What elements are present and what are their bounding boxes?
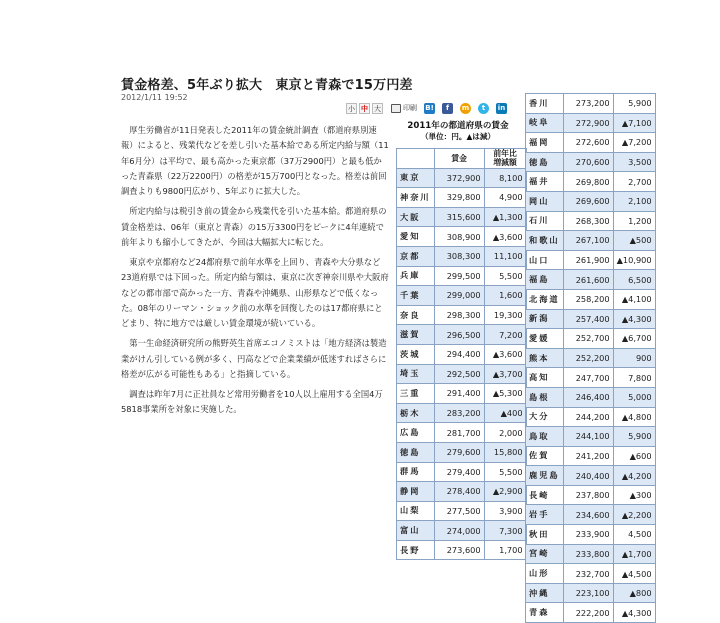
change-cell: ▲1,300 xyxy=(484,207,526,227)
prefecture-cell: 長野 xyxy=(397,540,435,560)
wage-table-right xyxy=(525,93,656,623)
table-row xyxy=(397,168,527,188)
article-paragraph: 調査は昨年7月に正社員など常用労働者を10人以上雇用する全国4万5818事業所を対象に実施した。 xyxy=(121,388,383,415)
change-cell: 7,300 xyxy=(484,521,526,541)
prefecture-cell: 徳島 xyxy=(397,442,435,462)
table-row xyxy=(397,305,527,325)
change-cell: 5,000 xyxy=(613,387,655,407)
change-cell: ▲4,800 xyxy=(613,407,655,427)
prefecture-cell: 熊本 xyxy=(526,348,564,368)
change-cell: ▲4,300 xyxy=(613,603,655,623)
change-cell: ▲6,700 xyxy=(613,329,655,349)
prefecture-cell: 福岡 xyxy=(526,133,564,153)
wage-table-left xyxy=(396,148,527,560)
wage-cell: 252,200 xyxy=(563,348,613,368)
prefecture-cell: 愛媛 xyxy=(526,329,564,349)
table-row xyxy=(397,521,527,541)
change-cell: ▲800 xyxy=(613,583,655,603)
wage-cell: 296,500 xyxy=(434,325,484,345)
wage-cell: 267,100 xyxy=(563,231,613,251)
font-size-small-button[interactable]: 小 xyxy=(348,104,355,113)
wage-cell: 234,600 xyxy=(563,505,613,525)
prefecture-cell: 山口 xyxy=(526,250,564,270)
prefecture-cell: 栃木 xyxy=(397,403,435,423)
table-row xyxy=(526,427,656,447)
wage-cell: 274,000 xyxy=(434,521,484,541)
prefecture-cell: 三重 xyxy=(397,384,435,404)
wage-cell: 269,600 xyxy=(563,191,613,211)
table-row xyxy=(526,583,656,603)
table-row xyxy=(526,446,656,466)
change-cell: ▲4,200 xyxy=(613,466,655,486)
table-title: 2011年の都道府県の賃金 xyxy=(407,121,509,131)
table-row xyxy=(526,191,656,211)
facebook-icon[interactable]: f xyxy=(442,103,453,114)
article-body xyxy=(121,123,389,422)
wage-cell: 233,900 xyxy=(563,525,613,545)
prefecture-cell: 群馬 xyxy=(397,462,435,482)
change-cell: 2,100 xyxy=(613,191,655,211)
wage-cell: 291,400 xyxy=(434,384,484,404)
article-paragraph: 第一生命経済研究所の熊野英生首席エコノミストは「地方経済は製造業がけん引している例が多く、円高などで企業業績が低迷すればさらに格差が広がる可能性もある」と指摘している。 xyxy=(121,338,387,379)
wage-cell: 272,600 xyxy=(563,133,613,153)
wage-cell: 258,200 xyxy=(563,289,613,309)
wage-cell: 299,500 xyxy=(434,266,484,286)
wage-cell: 223,100 xyxy=(563,583,613,603)
wage-cell: 222,200 xyxy=(563,603,613,623)
change-cell: 7,800 xyxy=(613,368,655,388)
change-cell: ▲7,200 xyxy=(613,133,655,153)
table-row xyxy=(397,246,527,266)
prefecture-cell: 岐阜 xyxy=(526,113,564,133)
wage-cell: 261,900 xyxy=(563,250,613,270)
prefecture-cell: 香川 xyxy=(526,94,564,114)
table-row xyxy=(397,462,527,482)
print-label: 印刷 xyxy=(403,104,417,112)
table-row xyxy=(397,540,527,560)
prefecture-cell: 愛知 xyxy=(397,227,435,247)
table-row xyxy=(526,387,656,407)
table-row xyxy=(397,227,527,247)
change-cell: 7,200 xyxy=(484,325,526,345)
table-subtitle: （単位：円。▲は減） xyxy=(420,132,496,141)
change-cell: 2,700 xyxy=(613,172,655,192)
table-row xyxy=(526,329,656,349)
prefecture-cell: 青森 xyxy=(526,603,564,623)
prefecture-cell: 兵庫 xyxy=(397,266,435,286)
table-row xyxy=(526,466,656,486)
change-cell: 4,900 xyxy=(484,188,526,208)
prefecture-cell: 静岡 xyxy=(397,482,435,502)
change-cell: 1,700 xyxy=(484,540,526,560)
wage-cell: 273,600 xyxy=(434,540,484,560)
change-cell: ▲4,100 xyxy=(613,289,655,309)
wage-cell: 278,400 xyxy=(434,482,484,502)
table-row xyxy=(397,364,527,384)
change-cell: 1,600 xyxy=(484,286,526,306)
wage-cell: 308,300 xyxy=(434,246,484,266)
wage-cell: 308,900 xyxy=(434,227,484,247)
change-cell: 11,100 xyxy=(484,246,526,266)
table-row xyxy=(526,94,656,114)
wage-cell: 279,400 xyxy=(434,462,484,482)
wage-cell: 247,700 xyxy=(563,368,613,388)
prefecture-cell: 広島 xyxy=(397,423,435,443)
wage-cell: 315,600 xyxy=(434,207,484,227)
prefecture-cell: 鳥取 xyxy=(526,427,564,447)
prefecture-cell: 沖縄 xyxy=(526,583,564,603)
print-button[interactable] xyxy=(391,103,417,113)
prefecture-cell: 大阪 xyxy=(397,207,435,227)
change-cell: ▲4,300 xyxy=(613,309,655,329)
table-row xyxy=(526,133,656,153)
wage-cell: 232,700 xyxy=(563,564,613,584)
prefecture-cell: 滋賀 xyxy=(397,325,435,345)
wage-cell: 252,700 xyxy=(563,329,613,349)
wage-cell: 269,800 xyxy=(563,172,613,192)
wage-cell: 268,300 xyxy=(563,211,613,231)
header-wage: 賃金 xyxy=(434,149,484,169)
table-row xyxy=(526,250,656,270)
change-cell: ▲3,600 xyxy=(484,227,526,247)
prefecture-cell: 山梨 xyxy=(397,501,435,521)
prefecture-cell: 岩手 xyxy=(526,505,564,525)
header-change-line1: 前年比 xyxy=(493,149,517,159)
change-cell: ▲5,300 xyxy=(484,384,526,404)
font-size-large-button[interactable]: 大 xyxy=(374,104,381,113)
wage-cell: 283,200 xyxy=(434,403,484,423)
prefecture-cell: 岡山 xyxy=(526,191,564,211)
wage-cell: 241,200 xyxy=(563,446,613,466)
wage-cell: 281,700 xyxy=(434,423,484,443)
article-date: 2012/1/11 19:52 xyxy=(121,93,188,102)
change-cell: ▲4,500 xyxy=(613,564,655,584)
prefecture-cell: 埼玉 xyxy=(397,364,435,384)
change-cell: 5,900 xyxy=(613,427,655,447)
table-row xyxy=(397,442,527,462)
change-cell: ▲3,700 xyxy=(484,364,526,384)
hatena-bookmark-icon[interactable]: B! xyxy=(425,103,434,112)
wage-cell: 261,600 xyxy=(563,270,613,290)
change-cell: ▲400 xyxy=(484,403,526,423)
prefecture-cell: 東京 xyxy=(397,168,435,188)
change-cell: 900 xyxy=(613,348,655,368)
change-cell: 1,200 xyxy=(613,211,655,231)
change-cell: 15,800 xyxy=(484,442,526,462)
prefecture-cell: 秋田 xyxy=(526,525,564,545)
change-cell: ▲7,100 xyxy=(613,113,655,133)
change-cell: 5,900 xyxy=(613,94,655,114)
wage-cell: 299,000 xyxy=(434,286,484,306)
table-row xyxy=(397,501,527,521)
prefecture-cell: 島根 xyxy=(526,387,564,407)
table-row xyxy=(526,231,656,251)
change-cell: ▲1,700 xyxy=(613,544,655,564)
table-row xyxy=(526,525,656,545)
wage-cell: 273,200 xyxy=(563,94,613,114)
prefecture-cell: 富山 xyxy=(397,521,435,541)
wage-cell: 257,400 xyxy=(563,309,613,329)
table-row xyxy=(397,188,527,208)
change-cell: 5,500 xyxy=(484,266,526,286)
prefecture-cell: 新潟 xyxy=(526,309,564,329)
prefecture-cell: 福井 xyxy=(526,172,564,192)
prefecture-cell: 鹿児島 xyxy=(526,466,564,486)
table-row xyxy=(526,348,656,368)
wage-cell: 372,900 xyxy=(434,168,484,188)
wage-cell: 237,800 xyxy=(563,485,613,505)
wage-cell: 244,100 xyxy=(563,427,613,447)
change-cell: ▲300 xyxy=(613,485,655,505)
table-row xyxy=(526,603,656,623)
table-row xyxy=(526,368,656,388)
prefecture-cell: 大分 xyxy=(526,407,564,427)
change-cell: 3,900 xyxy=(484,501,526,521)
article-headline: 賃金格差、5年ぶり拡大 東京と青森で15万円差 xyxy=(121,78,413,93)
change-cell: ▲3,600 xyxy=(484,344,526,364)
prefecture-cell: 高知 xyxy=(526,368,564,388)
table-row xyxy=(397,384,527,404)
prefecture-cell: 石川 xyxy=(526,211,564,231)
wage-cell: 240,400 xyxy=(563,466,613,486)
prefecture-cell: 茨城 xyxy=(397,344,435,364)
prefecture-cell: 長崎 xyxy=(526,485,564,505)
prefecture-cell: 山形 xyxy=(526,564,564,584)
prefecture-cell: 千葉 xyxy=(397,286,435,306)
table-row xyxy=(526,113,656,133)
prefecture-cell: 京都 xyxy=(397,246,435,266)
article-paragraph: 厚生労働省が11日発表した2011年の賃金統計調査（都道府県別速報）によると、残業代などを差し引いた基本給である所定内給与額（11年6月分）は平均で、最も高かった東京都（37万2900円）と最も低かった青森県（22万2200円）の格差が15万700円となった。格差は前回調査よりも9800円広がり、5年ぶりに拡大した。 xyxy=(121,125,389,197)
wage-cell: 298,300 xyxy=(434,305,484,325)
table-row xyxy=(526,407,656,427)
change-cell: ▲600 xyxy=(613,446,655,466)
prefecture-cell: 佐賀 xyxy=(526,446,564,466)
table-row xyxy=(526,289,656,309)
table-row xyxy=(526,211,656,231)
article-paragraph: 所定内給与は税引き前の賃金から残業代を引いた基本給。都道府県の賃金格差は、06年（東京と青森）の15万3300円をピークに4年連続で前年よりも縮小してきたが、今回は大幅拡大に転じた。 xyxy=(121,206,387,247)
table-row xyxy=(526,505,656,525)
wage-cell: 329,800 xyxy=(434,188,484,208)
change-cell: 6,500 xyxy=(613,270,655,290)
wage-cell: 277,500 xyxy=(434,501,484,521)
table-row xyxy=(397,266,527,286)
table-row xyxy=(397,403,527,423)
article-paragraph: 東京や京都府など24都府県で前年水準を上回り、青森や大分県など23道府県では下回った。所定内給与額は、東京に次ぎ神奈川県や大阪府などの都市部で高かった一方、青森や沖縄県、山形県などで低くなった。08年のリーマン・ショック前の水準を回復したのは17都府県にとどまり、特に地方では厳しい賃金環境が続いている。 xyxy=(121,256,389,329)
prefecture-cell: 宮崎 xyxy=(526,544,564,564)
change-cell: 8,100 xyxy=(484,168,526,188)
table-row xyxy=(526,544,656,564)
prefecture-cell: 神奈川 xyxy=(397,188,435,208)
table-row xyxy=(397,325,527,345)
wage-cell: 233,800 xyxy=(563,544,613,564)
linkedin-icon[interactable]: in xyxy=(497,103,506,112)
change-cell: 5,500 xyxy=(484,462,526,482)
prefecture-cell: 和歌山 xyxy=(526,231,564,251)
table-row xyxy=(397,423,527,443)
wage-cell: 246,400 xyxy=(563,387,613,407)
table-row xyxy=(526,172,656,192)
change-cell: ▲2,200 xyxy=(613,505,655,525)
header-prefecture xyxy=(397,149,435,169)
wage-cell: 272,900 xyxy=(563,113,613,133)
wage-cell: 244,200 xyxy=(563,407,613,427)
change-cell: ▲500 xyxy=(613,231,655,251)
change-cell: 3,500 xyxy=(613,152,655,172)
wage-cell: 292,500 xyxy=(434,364,484,384)
prefecture-cell: 徳島 xyxy=(526,152,564,172)
font-size-medium-button[interactable]: 中 xyxy=(361,104,368,113)
twitter-icon[interactable]: t xyxy=(478,103,489,114)
table-header-row xyxy=(397,149,527,169)
header-change xyxy=(484,149,526,169)
table-row xyxy=(526,485,656,505)
mixi-icon[interactable]: m xyxy=(461,103,470,112)
change-cell: 4,500 xyxy=(613,525,655,545)
prefecture-cell: 福島 xyxy=(526,270,564,290)
article-toolbar xyxy=(346,101,507,115)
change-cell: ▲10,900 xyxy=(613,250,655,270)
table-row xyxy=(526,564,656,584)
prefecture-cell: 北海道 xyxy=(526,289,564,309)
table-row xyxy=(526,309,656,329)
change-cell: 2,000 xyxy=(484,423,526,443)
prefecture-cell: 奈良 xyxy=(397,305,435,325)
change-cell: ▲2,900 xyxy=(484,482,526,502)
table-row xyxy=(397,344,527,364)
table-row xyxy=(397,286,527,306)
table-row xyxy=(526,270,656,290)
table-row xyxy=(397,482,527,502)
wage-cell: 270,600 xyxy=(563,152,613,172)
change-cell: 19,300 xyxy=(484,305,526,325)
header-change-line2: 増減額 xyxy=(493,158,517,168)
wage-cell: 279,600 xyxy=(434,442,484,462)
printer-icon xyxy=(391,104,401,113)
wage-cell: 294,400 xyxy=(434,344,484,364)
table-row xyxy=(526,152,656,172)
table-row xyxy=(397,207,527,227)
